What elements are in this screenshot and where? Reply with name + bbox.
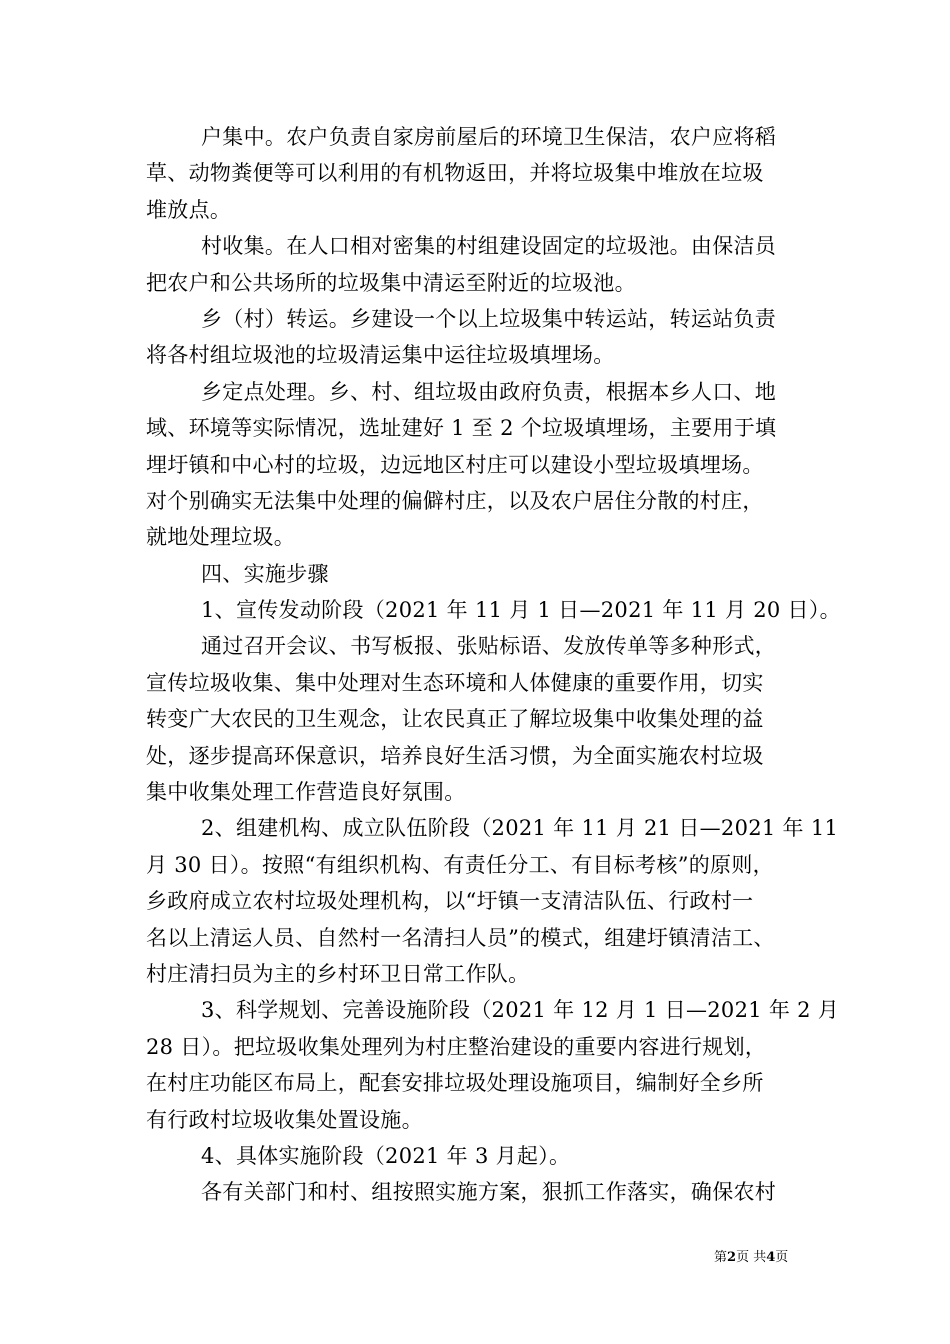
text-line: 把农户和公共场所的垃圾集中清运至附近的垃圾池。 xyxy=(146,270,636,295)
text-line: 乡政府成立农村垃圾处理机构，以“圩镇一支清洁队伍、行政村一 xyxy=(146,889,754,914)
text-line: 在村庄功能区布局上，配套安排垃圾处理设施项目，编制好全乡所 xyxy=(146,1071,764,1096)
text-line: 草、动物粪便等可以利用的有机物返田，并将垃圾集中堆放在垃圾 xyxy=(146,161,764,186)
text-line: 月 30 日）。按照“有组织机构、有责任分工、有目标考核”的原则， xyxy=(146,852,774,877)
body-text xyxy=(146,119,841,1211)
text-line: 各有关部门和村、组按照实施方案，狠抓工作落实，确保农村 xyxy=(201,1180,777,1205)
text-line: 村收集。在人口相对密集的村组建设固定的垃圾池。由保洁员 xyxy=(201,234,777,259)
text-line: 宣传垃圾收集、集中处理对生态环境和人体健康的重要作用，切实 xyxy=(146,670,764,695)
text-line: 乡定点处理。乡、村、组垃圾由政府负责，根据本乡人口、地 xyxy=(201,379,777,404)
text-line: 4、具体实施阶段（2021 年 3 月起）。 xyxy=(201,1143,571,1168)
text-line: 有行政村垃圾收集处置设施。 xyxy=(146,1107,423,1132)
text-line: 集中收集处理工作营造良好氛围。 xyxy=(146,780,466,805)
text-line: 3、科学规划、完善设施阶段（2021 年 12 月 1 日—2021 年 2 月 xyxy=(201,998,840,1023)
text-line: 村庄清扫员为主的乡村环卫日常工作队。 xyxy=(146,961,530,986)
text-line: 通过召开会议、书写板报、张贴标语、发放传单等多种形式， xyxy=(201,634,777,659)
text-line: 堆放点。 xyxy=(146,197,232,222)
current-page-number: 2 xyxy=(727,1250,737,1265)
text-line: 对个别确实无法集中处理的偏僻村庄，以及农户居住分散的村庄， xyxy=(146,488,764,513)
text-line: 2、组建机构、成立队伍阶段（2021 年 11 月 21 日—2021 年 11 xyxy=(201,816,839,841)
text-line: 名以上清运人员、自然村一名清扫人员”的模式，组建圩镇清洁工、 xyxy=(146,925,775,950)
text-line: 埋圩镇和中心村的垃圾，边远地区村庄可以建设小型垃圾填埋场。 xyxy=(146,452,764,477)
text-line: 就地处理垃圾。 xyxy=(146,525,296,550)
text-line: 28 日）。把垃圾收集处理列为村庄整治建设的重要内容进行规划， xyxy=(146,1034,767,1059)
text-line: 处，逐步提高环保意识，培养良好生活习惯，为全面实施农村垃圾 xyxy=(146,743,764,768)
text-line: 域、环境等实际情况，选址建好 1 至 2 个垃圾填埋场，主要用于填 xyxy=(146,416,777,441)
text-line: 转变广大农民的卫生观念，让农民真正了解垃圾集中收集处理的益 xyxy=(146,707,764,732)
total-pages-number: 4 xyxy=(766,1250,776,1265)
page-footer xyxy=(714,1250,788,1266)
text-line: 1、宣传发动阶段（2021 年 11 月 1 日—2021 年 11 月 20 日）。 xyxy=(201,598,841,623)
footer-middle: 页 共 xyxy=(736,1250,767,1265)
text-line: 户集中。农户负责自家房前屋后的环境卫生保洁，农户应将稻 xyxy=(201,125,777,149)
text-line: 乡（村）转运。乡建设一个以上垃圾集中转运站，转运站负责 xyxy=(201,306,777,331)
footer-suffix: 页 xyxy=(775,1250,789,1265)
footer-prefix: 第 xyxy=(714,1250,728,1265)
section-heading: 四、实施步骤 xyxy=(201,561,329,586)
text-line: 将各村组垃圾池的垃圾清运集中运往垃圾填埋场。 xyxy=(146,343,615,368)
